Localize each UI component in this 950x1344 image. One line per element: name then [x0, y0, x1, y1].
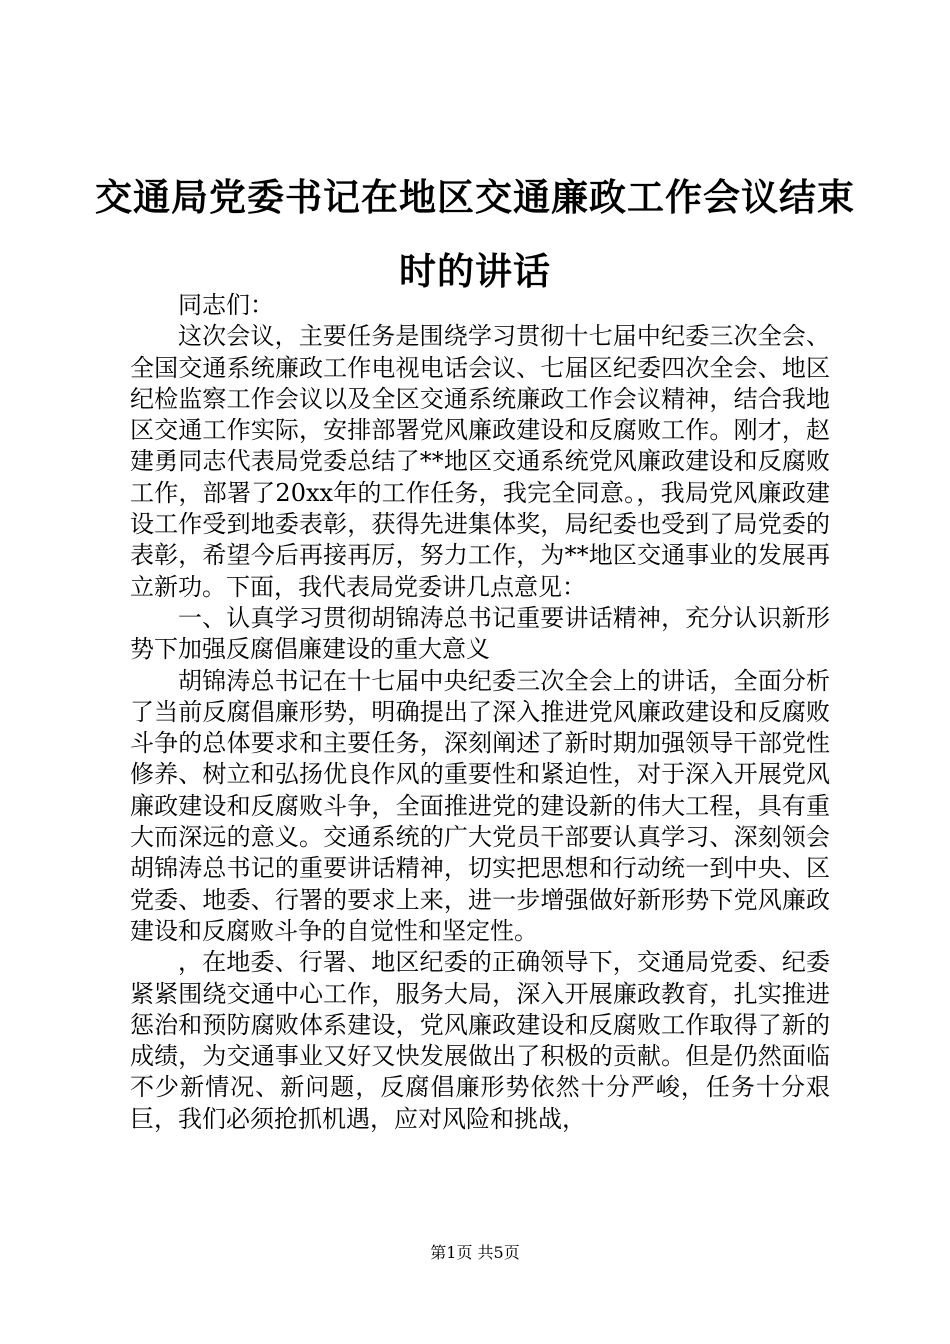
page-number: 第1页 共5页	[430, 1243, 520, 1262]
body-paragraph: 这次会议，主要任务是围绕学习贯彻十七届中纪委三次全会、全国交通系统廉政工作电视电话会议、七届区纪委四次全会、地区纪检监察工作会议以及全区交通系统廉政工作会议精神，结合我地区交通工作实际，安排部署党风廉政建设和反腐败工作。刚才，赵建勇同志代表局党委总结了**地区交通系统党风廉政建设和反腐败工作，部署了20xx年的工作任务，我完全同意。，我局党风廉政建设工作受到地委表彰，获得先进集体奖，局纪委也受到了局党委的表彰，希望今后再接再厉，努力工作，为**地区交通事业的发展再立新功。下面，我代表局党委讲几点意见：	[130, 322, 830, 601]
document-body	[130, 290, 830, 1135]
section-heading: 一、认真学习贯彻胡锦涛总书记重要讲话精神，充分认识新形势下加强反腐倡廉建设的重大意义	[130, 603, 830, 664]
body-paragraph: 胡锦涛总书记在十七届中央纪委三次全会上的讲话，全面分析了当前反腐倡廉形势，明确提出了深入推进党风廉政建设和反腐败斗争的总体要求和主要任务，深刻阐述了新时期加强领导干部党性修养、树立和弘扬优良作风的重要性和紧迫性，对于深入开展党风廉政建设和反腐败斗争，全面推进党的建设新的伟大工程，具有重大而深远的意义。交通系统的广大党员干部要认真学习、深刻领会胡锦涛总书记的重要讲话精神，切实把思想和行动统一到中央、区党委、地委、行署的要求上来，进一步增强做好新形势下党风廉政建设和反腐败斗争的自觉性和坚定性。	[130, 666, 830, 945]
document-title: 交通局党委书记在地区交通廉政工作会议结束时的讲话	[95, 175, 855, 293]
body-paragraph: ，在地委、行署、地区纪委的正确领导下，交通局党委、纪委紧紧围绕交通中心工作，服务大局，深入开展廉政教育，扎实推进惩治和预防腐败体系建设，党风廉政建设和反腐败工作取得了新的成绩，为交通事业又好又快发展做出了积极的贡献。但是仍然面临不少新情况、新问题，反腐倡廉形势依然十分严峻，任务十分艰巨，我们必须抢抓机遇，应对风险和挑战，	[130, 948, 830, 1133]
salutation-paragraph: 同志们：	[178, 291, 274, 319]
